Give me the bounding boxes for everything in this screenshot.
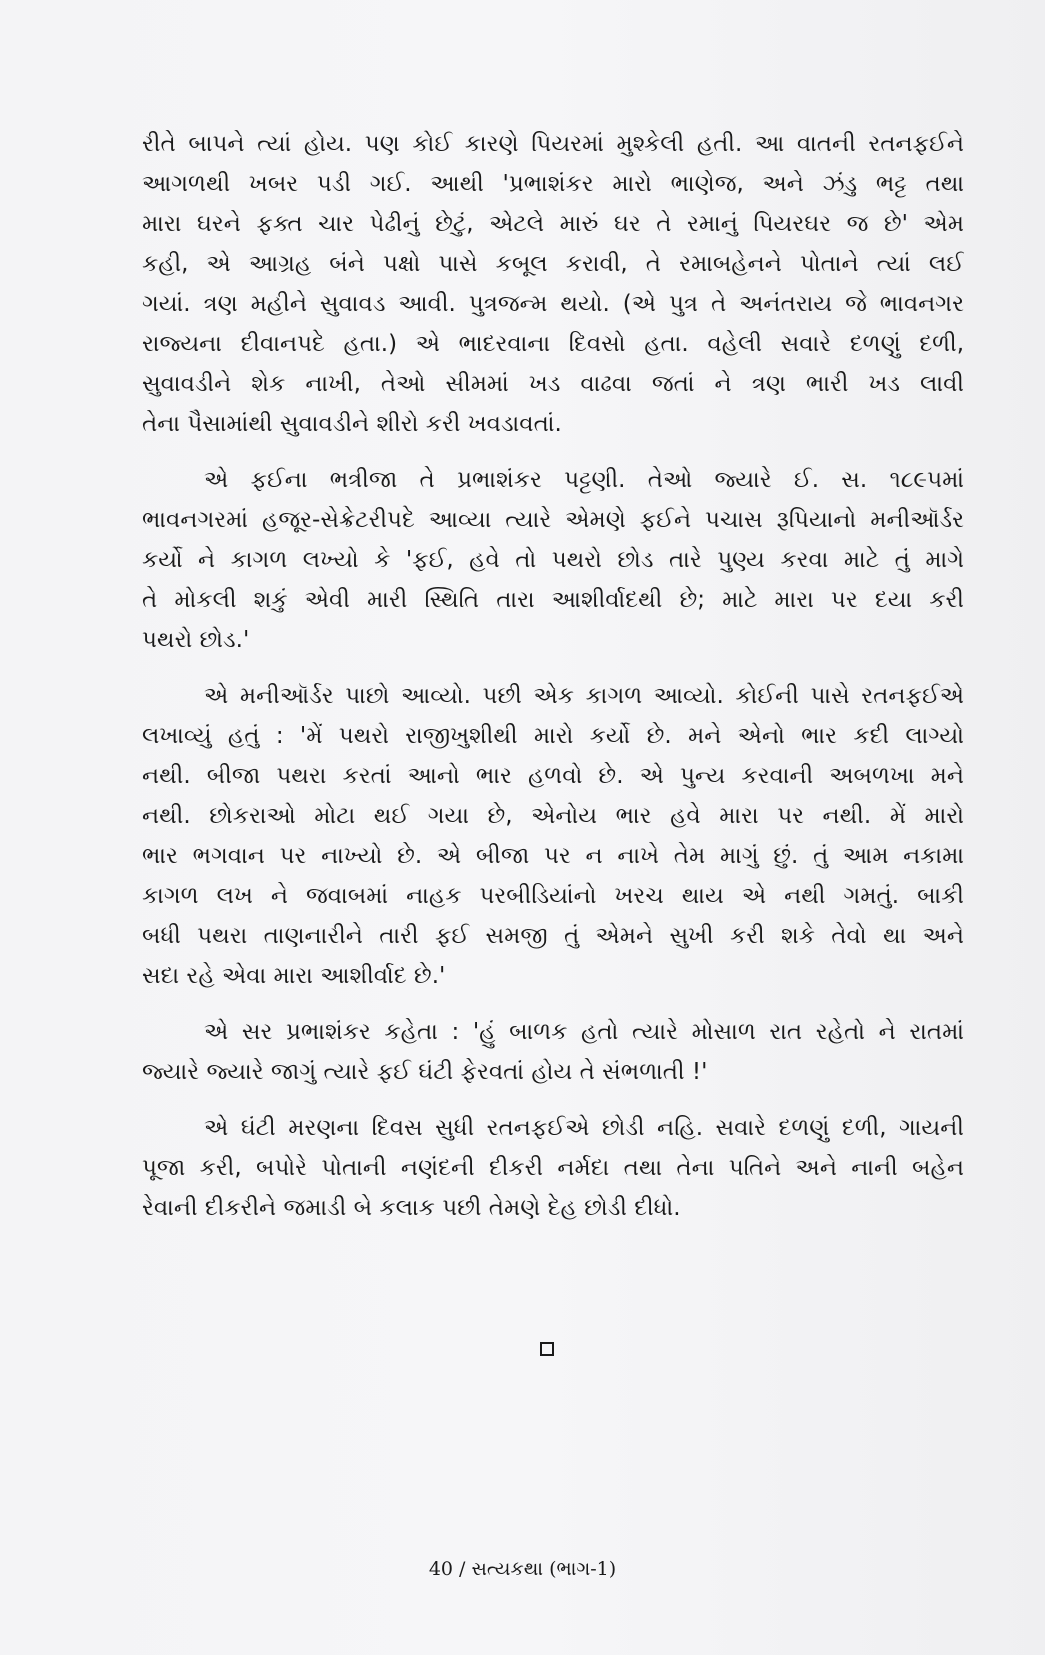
text-line: તેના પૈસામાંથી સુવાવડીને શીરો કરી ખવડાવતાં. [142, 411, 562, 437]
text-line: લખાવ્યું હતું : 'મેં પથરો રાજીખુશીથી મારો કર્યો છે. મને એનો ભાર કદી લાગ્યો [142, 723, 964, 749]
text-line: પથરો છોડ.' [142, 627, 250, 653]
text-line: એ મનીઑર્ડર પાછો આવ્યો. પછી એક કાગળ આવ્યો. કોઈની પાસે રતનફઈએ [204, 683, 964, 709]
paragraph-1 [142, 124, 964, 444]
text-line: મારા ઘરને ફક્ત ચાર પેઢીનું છેટું, એટલે મારું ઘર તે રમાનું પિયરઘર જ છે' એમ [142, 211, 964, 237]
text-line: કાગળ લખ ને જવાબમાં નાહક પરબીડિયાંનો ખરચ થાય એ નથી ગમતું. બાકી [142, 883, 964, 909]
paragraph-5 [142, 1108, 964, 1228]
paragraph-3 [142, 676, 964, 996]
text-line: જ્યારે જ્યારે જાગું ત્યારે ફઈ ઘંટી ફેરવતાં હોય તે સંભળાતી !' [142, 1059, 708, 1085]
paragraph-4 [142, 1012, 964, 1092]
hollow-square-icon [540, 1342, 554, 1356]
text-line: રીતે બાપને ત્યાં હોય. પણ કોઈ કારણે પિયરમાં મુશ્કેલી હતી. આ વાતની રતનફઈને [142, 131, 964, 157]
text-line: સદા રહે એવા મારા આશીર્વાદ છે.' [142, 963, 446, 989]
text-line: કર્યો ને કાગળ લખ્યો કે 'ફઈ, હવે તો પથરો છોડ તારે પુણ્ય કરવા માટે તું માગે [142, 547, 964, 573]
text-line: સુવાવડીને શેક નાખી, તેઓ સીમમાં ખડ વાઢવા જતાં ને ત્રણ ભારી ખડ લાવી [142, 371, 964, 397]
text-line: ભાવનગરમાં હજૂર-સેક્રેટરીપદે આવ્યા ત્યારે એમણે ફઈને પચાસ રૂપિયાનો મનીઑર્ડર [142, 507, 964, 533]
page-footer: 40 / સત્યકથા (ભાગ-1) [428, 1558, 617, 1580]
text-line: રેવાની દીકરીને જમાડી બે કલાક પછી તેમણે દેહ છોડી દીધો. [142, 1195, 681, 1221]
text-line: નથી. બીજા પથરા કરતાં આનો ભાર હળવો છે. એ પુન્ય કરવાની અબળખા મને [142, 763, 964, 789]
text-line: એ સર પ્રભાશંકર કહેતા : 'હું બાળક હતો ત્યારે મોસાળ રાત રહેતો ને રાતમાં [204, 1019, 964, 1045]
text-line: પૂજા કરી, બપોરે પોતાની નણંદની દીકરી નર્મદા તથા તેના પતિને અને નાની બહેન [142, 1155, 964, 1181]
text-line: રાજ્યના દીવાનપદે હતા.) એ ભાદરવાના દિવસો હતા. વહેલી સવારે દળણું દળી, [142, 331, 964, 357]
body-text [142, 124, 964, 1244]
text-line: ગયાં. ત્રણ મહીને સુવાવડ આવી. પુત્રજન્મ થયો. (એ પુત્ર તે અનંતરાય જે ભાવનગર [142, 291, 964, 317]
text-line: આગળથી ખબર પડી ગઈ. આથી 'પ્રભાશંકર મારો ભાણેજ, અને ઝંડુ ભટ્ટ તથા [142, 171, 964, 197]
text-line: કહી, એ આગ્રહ બંને પક્ષો પાસે કબૂલ કરાવી, તે રમાબહેનને પોતાને ત્યાં લઈ [142, 251, 964, 277]
text-line: એ ફઈના ભત્રીજા તે પ્રભાશંકર પટ્ટણી. તેઓ જ્યારે ઈ. સ. ૧૮૯૫માં [204, 467, 964, 493]
text-line: બધી પથરા તાણનારીને તારી ફઈ સમજી તું એમને સુખી કરી શકે તેવો થા અને [142, 923, 964, 949]
text-line: એ ઘંટી મરણના દિવસ સુધી રતનફઈએ છોડી નહિ. સવારે દળણું દળી, ગાયની [204, 1115, 964, 1141]
paragraph-2 [142, 460, 964, 660]
text-line: તે મોકલી શકું એવી મારી સ્થિતિ તારા આશીર્વાદથી છે; માટે મારા પર દયા કરી [142, 587, 964, 613]
text-line: નથી. છોકરાઓ મોટા થઈ ગયા છે, એનોય ભાર હવે મારા પર નથી. મેં મારો [142, 803, 964, 829]
text-line: ભાર ભગવાન પર નાખ્યો છે. એ બીજા પર ન નાખે તેમ માગું છું. તું આમ નકામા [142, 843, 964, 869]
